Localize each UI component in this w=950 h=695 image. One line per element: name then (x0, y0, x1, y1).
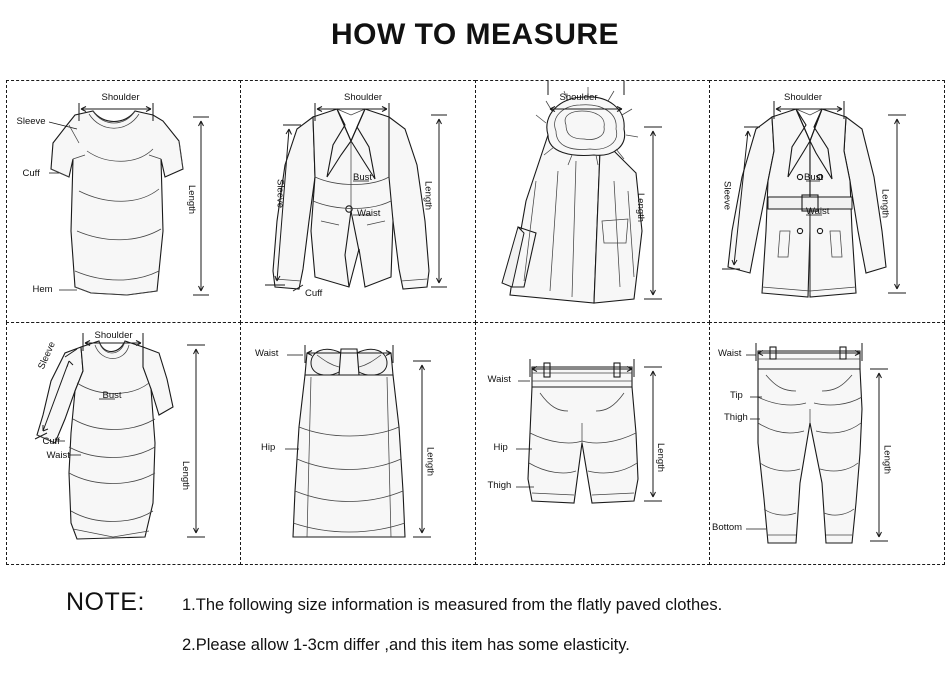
label-hip: Hip (261, 441, 276, 453)
label-waist: Waist (806, 205, 830, 217)
panel-blazer (240, 80, 476, 323)
panel-pants (709, 322, 945, 565)
note-line-1: 1.The following size information is measured from the flatly paved clothes. (182, 596, 723, 614)
garment-grid (6, 80, 944, 565)
shorts-figure (476, 323, 710, 564)
label-thigh: Thigh (487, 479, 512, 491)
panel-skirt (240, 322, 476, 565)
panel-t-shirt (6, 80, 242, 323)
label-cuff: Cuff (305, 287, 323, 299)
label-tip: Tip (730, 389, 743, 401)
label-bust: Bust (804, 171, 824, 183)
label-bottom: Bottom (712, 521, 743, 533)
page-title: HOW TO MEASURE (330, 18, 620, 51)
label-hem: Hem (32, 283, 53, 295)
label-length: Length (635, 192, 646, 222)
label-length: Length (424, 446, 436, 476)
panel-dress (6, 322, 242, 565)
label-shoulder: Shoulder (559, 91, 598, 103)
note-block (0, 578, 950, 688)
label-sleeve: Sleeve (274, 178, 286, 208)
label-sleeve: Sleeve (721, 180, 733, 210)
label-waist: Waist (255, 347, 279, 359)
trench-coat-figure (710, 81, 944, 322)
note-line-2: 2.Please allow 1-3cm differ ,and this item has some elasticity. (182, 636, 630, 654)
label-length: Length (879, 188, 891, 218)
fur-coat-figure (476, 81, 710, 322)
label-sleeve: Sleeve (16, 115, 46, 127)
label-cuff: Cuff (22, 167, 40, 179)
label-shoulder: Shoulder (101, 91, 140, 103)
label-waist: Waist (718, 347, 742, 359)
garment-row-1 (6, 80, 944, 322)
label-bust: Bust (353, 171, 373, 183)
label-hip: Hip (493, 441, 508, 453)
skirt-figure (241, 323, 475, 564)
label-length: Length (180, 460, 191, 490)
label-cuff: Cuff (42, 435, 60, 447)
pants-figure (710, 323, 944, 564)
label-bust: Bust (102, 389, 122, 401)
garment-row-2 (6, 322, 944, 564)
panel-shorts (475, 322, 711, 565)
label-length: Length (655, 442, 666, 472)
panel-fur-coat (475, 80, 711, 323)
label-length: Length (186, 184, 197, 214)
label-length: Length (422, 180, 434, 210)
label-shoulder: Shoulder (344, 91, 383, 103)
label-waist: Waist (46, 449, 70, 461)
label-length: Length (881, 444, 893, 474)
label-thigh: Thigh (724, 411, 748, 423)
label-sleeve: Sleeve (35, 339, 58, 371)
note-heading: NOTE: (66, 588, 145, 616)
panel-trench-coat (709, 80, 945, 323)
label-shoulder: Shoulder (784, 91, 823, 103)
label-waist: Waist (487, 373, 511, 385)
label-shoulder: Shoulder (94, 329, 133, 341)
label-waist: Waist (357, 207, 381, 219)
